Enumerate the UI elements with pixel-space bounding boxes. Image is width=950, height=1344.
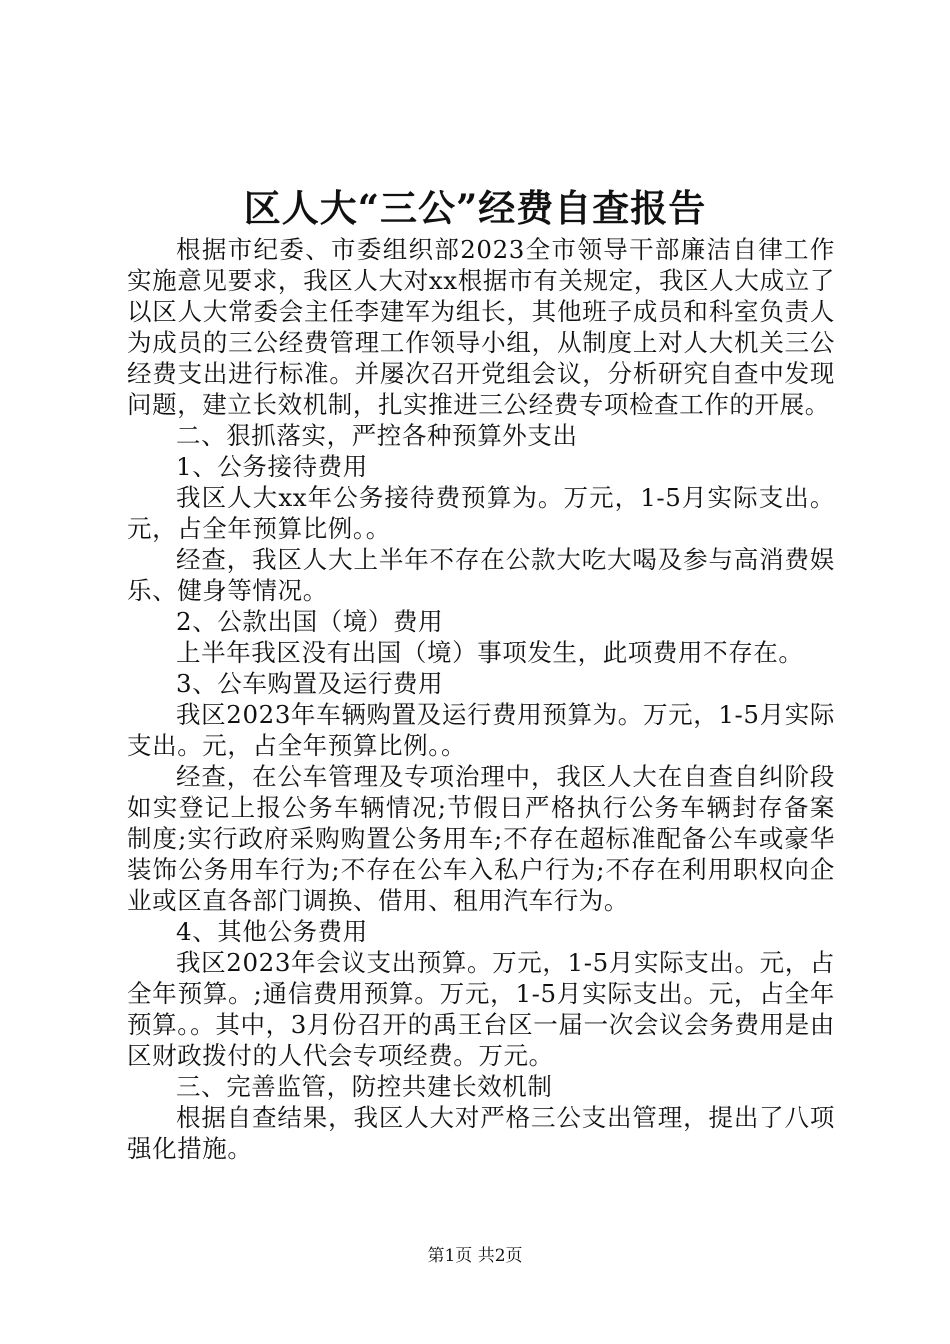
paragraph-vehicles-check: 经查，在公车管理及专项治理中，我区人大在自查自纠阶段如实登记上报公务车辆情况;节假日严格执行公务车辆封存备案制度;实行政府采购购置公务用车;不存在超标准配备公车或豪华装饰公务用车行为;不存在公车入私户行为;不存在利用职权向企业或区直各部门调换、借用、租用汽车行为。 bbox=[127, 762, 835, 915]
paragraph-other: 我区2023年会议支出预算。万元，1-5月实际支出。元，占全年预算。;通信费用预算。万元，1-5月实际支出。元，占全年预算。。其中，3月份召开的禹王台区一届一次会议会务费用是由区财政拨付的人代会专项经费。万元。 bbox=[127, 948, 835, 1070]
subheading-reception: 1、公务接待费用 bbox=[176, 452, 368, 481]
section-heading-2: 二、狠抓落实，严控各种预算外支出 bbox=[176, 421, 578, 450]
paragraph-reception-budget: 我区人大xx年公务接待费预算为。万元，1-5月实际支出。元，占全年预算比例。。 bbox=[127, 483, 835, 543]
subheading-vehicles: 3、公车购置及运行费用 bbox=[176, 669, 444, 698]
section-heading-3: 三、完善监管，防控共建长效机制 bbox=[176, 1072, 553, 1101]
document-title: 区人大“三公”经费自查报告 bbox=[243, 186, 707, 230]
paragraph-intro: 根据市纪委、市委组织部2023全市领导干部廉洁自律工作实施意见要求，我区人大对xx根据市有关规定，我区人大成立了以区人大常委会主任李建军为组长，其他班子成员和科室负责人为成员的三公经费管理工作领导小组，从制度上对人大机关三公经费支出进行标准。并屡次召开党组会议，分析研究自查中发现问题，建立长效机制，扎实推进三公经费专项检查工作的开展。 bbox=[127, 235, 835, 419]
paragraph-vehicles-budget: 我区2023年车辆购置及运行费用预算为。万元，1-5月实际支出。元，占全年预算比例。。 bbox=[127, 700, 835, 760]
paragraph-reception-check: 经查，我区人大上半年不存在公款大吃大喝及参与高消费娱乐、健身等情况。 bbox=[127, 545, 835, 605]
subheading-other: 4、其他公务费用 bbox=[176, 917, 368, 946]
document-body bbox=[127, 234, 835, 1164]
page-footer: 第1页 共2页 bbox=[427, 1246, 523, 1266]
paragraph-overseas: 上半年我区没有出国（境）事项发生，此项费用不存在。 bbox=[176, 638, 804, 667]
subheading-overseas: 2、公款出国（境）费用 bbox=[176, 607, 444, 636]
paragraph-measures: 根据自查结果，我区人大对严格三公支出管理，提出了八项强化措施。 bbox=[127, 1103, 835, 1163]
